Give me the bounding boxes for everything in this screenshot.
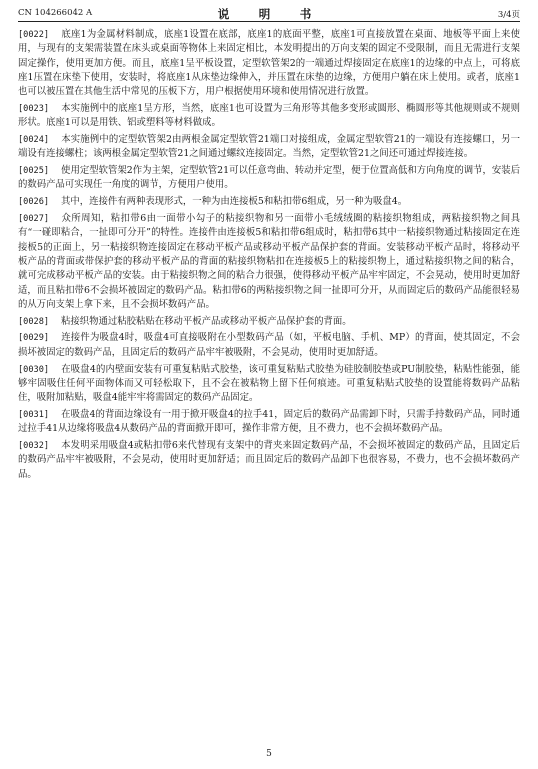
paragraph-text: 在吸盘4的背面边缘设有一用于掀开吸盘4的拉手41，固定后的数码产品需卸下时，只需手持数码产品，同时通过拉手41从边缘将吸盘4从数码产品的背面掀开即可，操作非常方便，且不费力，也不会损坏数码产品。 <box>18 408 520 435</box>
paragraph <box>18 102 520 131</box>
paragraph-number: [0026] <box>18 197 50 208</box>
paragraph <box>18 195 520 209</box>
paragraph-text: 底座1为金属材料制成，底座1设置在底部，底座1的底面平整，底座1可直接放置在桌面、地板等平面上来使用，与现有的支架需装置在床头或桌面等物体上来固定相比，本发明提出的万向支架的固定不受限制，而且无需进行支架固定操作，使用更加方便。而且，底座1呈平板设置，定型软管架2的一端通过焊接固定在底座1的边缘的中点上，可将底座1压置在床垫下使用，安装时，将底座1从床垫边缘伸入，并压置在床垫的边缘，方便用户躺在床上使用。或者，底座1也可以被压置在其他生活中常见的压板下方，用户根据使用环境和使用情况进行放置。 <box>18 29 520 98</box>
paragraph-text: 粘接织物通过粘胶粘贴在移动平板产品或移动平板产品保护套的背面。 <box>61 315 352 327</box>
document-body <box>18 28 520 484</box>
paragraph-text: 本实施例中的底座1呈方形，当然，底座1也可设置为三角形等其他多变形或圆形、椭圆形等其他规则或不规则形状。底座1可以是用铁、铝或塑料等材料做成。 <box>18 102 520 129</box>
document-title: 说 明 书 <box>217 7 321 21</box>
paragraph <box>18 439 520 482</box>
paragraph-text: 本发明采用吸盘4或粘扣带6来代替现有支架中的背夹来固定数码产品，不会损坏被固定的数码产品，且固定后的数码产品牢牢被吸附，不会晃动，使用时更加舒适；而且固定后的数码产品卸下也很容易，不费力，也不会损坏数码产品。 <box>18 440 520 480</box>
paragraph-number: [0027] <box>18 214 50 225</box>
paragraph-number: [0025] <box>18 166 50 177</box>
paragraph-number: [0029] <box>18 333 50 344</box>
paragraph <box>18 315 520 329</box>
paragraph-number: [0022] <box>18 30 50 40</box>
paragraph-text: 连接件为吸盘4时，吸盘4可直接吸附在小型数码产品（如，平板电脑、手机、MP）的背面，使其固定，不会损坏被固定的数码产品，且固定后的数码产品牢牢被吸附，不会晃动，使用时更加舒适。 <box>18 332 520 358</box>
paragraph <box>18 164 520 193</box>
paragraph-number: [0030] <box>18 364 50 375</box>
paragraph <box>18 331 520 360</box>
paragraph-text: 其中，连接件有两种表现形式，一种为由连接板5和粘扣带6组成，另一种为吸盘4。 <box>61 196 408 208</box>
paragraph-number: [0031] <box>18 409 50 420</box>
header-rule <box>18 21 520 22</box>
page-header <box>18 6 520 22</box>
paragraph <box>18 133 520 162</box>
paragraph-text: 在吸盘4的内壁面安装有可重复粘贴式胶垫，该可重复粘贴式胶垫为硅胶制胶垫或PU制胶垫，粘贴性能强，能够牢固吸住任何平面物体而又可轻松取下，且不会在被粘物上留下任何痕迹。可重复粘贴式胶垫的设置能将数码产品粘住，吸附加粘贴，吸盘4能牢牢将需固定的数码产品固定。 <box>18 363 520 404</box>
paragraph-text: 使用定型软管架2作为主架，定型软管21可以任意弯曲、转动并定型，便于位置高低和方向角度的调节，安装后的数码产品可实现任一角度的调节，方便用户使用。 <box>18 165 520 191</box>
paragraph-text: 本实施例中的定型软管架2由两根金属定型软管21端口对接组成，金属定型软管21的一端设有连接螺口，另一端设有连接螺柱；该两根金属定型软管21之间通过螺纹连接固定。当然，定型软管21之间还可通过焊接连接。 <box>18 134 520 160</box>
paragraph <box>18 408 520 437</box>
page-indicator: 3/4页 <box>497 10 520 20</box>
publication-number: CN 104266042 A <box>18 8 93 18</box>
paragraph <box>18 212 520 312</box>
paragraph-number: [0028] <box>18 316 50 327</box>
paragraph <box>18 363 520 406</box>
paragraph-text: 众所周知，粘扣带6由一面带小勾子的粘接织物和另一面带小毛绒绒圈的粘接织物组成，两粘接织物之间具有“一碰即粘合，一扯即可分开”的特性。连接件由连接板5和粘扣带6组成时，粘扣带6其中一粘接织物通过粘接固定在连接板5的正面上，另一粘接织物连接固定在移动平板产品或移动平板产品保护套的背面。安装移动平板产品时，将移动平板产品的背面或带保护套的移动平板产品的背面的粘接织物粘扣在连接板5上的粘接织物上，通过粘接织物之间的粘合，就可完成移动平板产品的安装。由于粘接织物之间的粘合力很强，使得移动平板产品牢牢固定，不会晃动，使用时更加舒适，而且粘扣带6不会损坏被固定的数码产品。粘扣带6的两粘接织物之间一扯即可分开，从而固定后的数码产品能很轻易的从万向支架上拿下来，且不会损坏数码产品。 <box>18 213 520 310</box>
page-number: 5 <box>266 749 272 759</box>
paragraph-number: [0023] <box>18 103 50 114</box>
paragraph <box>18 28 520 99</box>
paragraph-number: [0032] <box>18 441 50 452</box>
paragraph-number: [0024] <box>18 135 50 146</box>
